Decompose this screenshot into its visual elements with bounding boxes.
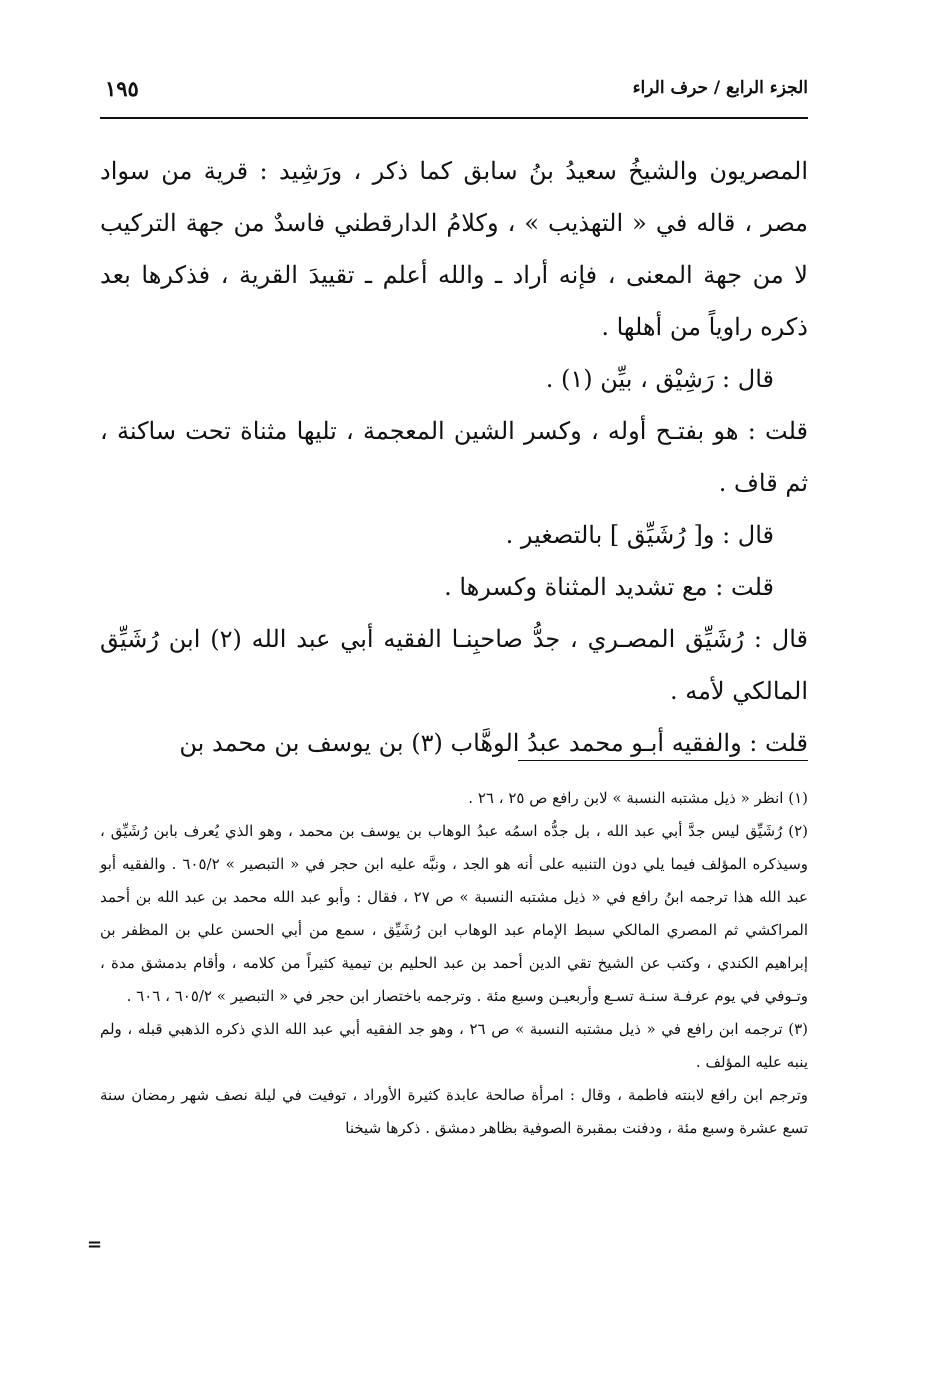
footnote: (١) انظر « ذيل مشتبه النسبة » لابن رافع ص ٢٥ ، ٢٦ . <box>468 789 808 807</box>
footnote: (٣) ترجمه ابن رافع في « ذيل مشتبه النسبة » ص ٢٦ ، وهو جد الفقيه أبي عبد الله الذي ذكره الذهبي قبله ، ولم ينبه عليه المؤلف . <box>100 1020 808 1071</box>
paragraph: قلت : والفقيه أبـو محمد عبدُ الوهَّاب (٣) بن يوسف بن محمد بن <box>179 729 808 757</box>
paragraph: قال : رُشَيِّق المصـري ، جدُّ صاحبِنـا الفقيه أبي عبد الله (٢) ابن رُشَيِّق المالكي لأمه . <box>100 625 809 705</box>
paragraph: قال : و[ رُشَيِّق ] بالتصغير . <box>505 521 774 549</box>
paragraph: قلت : هو بفتـح أوله ، وكسر الشين المعجمة ، تليها مثناة تحت ساكنة ، ثم قاف . <box>100 417 808 497</box>
page-number: ١٩٥ <box>105 75 139 101</box>
footnote-divider <box>518 760 808 761</box>
footnotes <box>100 782 808 1145</box>
footnote: (٢) رُشَيِّق ليس جدَّ أبي عبد الله ، بل جدُّه اسمُه عبدُ الوهاب بن يوسف بن محمد ، وهو الذي يُعرف بابن رُشَيِّق ، وسيذكره المؤلف فيما يلي دون التنبيه على أنه هو الجد ، ونبَّه عليه ابن حجر في « التبصير » ٦٠٥/٢ . والفقيه أبو عبد الله هذا ترجمه ابنُ رافع في « ذيل مشتبه النسبة » ص ٢٧ ، فقال : وأبو عبد الله محمد بن عبد الله بن أحمد المراكشي ثم المصري المالكي سبط الإمام عبد الوهاب ابن رُشَيِّق ، سمع من أبي الحسن علي بن المظفر بن إبراهيم الكندي ، وكتب عن الشيخ تقي الدين أحمد بن عبد الحليم بن تيمية كثيراً من كلامه ، وأقام بدمشق مدة ، وتـوفي في يوم عرفـة سنـة تسـع وأربعيـن وسبع مئة . وترجمه باختصار ابن حجر في « التبصير » ٦٠٥/٢ ، ٦٠٦ . <box>100 822 809 1005</box>
paragraph: قلت : مع تشديد المثناة وكسرها . <box>444 573 774 601</box>
continuation-mark: = <box>87 1234 103 1255</box>
footnote-continuation: وترجم ابن رافع لابنته فاطمة ، وقال : امرأة صالحة عابدة كثيرة الأوراد ، توفيت في ليلة نصف شهر رمضان سنة تسع عشرة وسبع مئة ، ودفنت بمقبرة الصوفية بظاهر دمشق . ذكرها شيخنا <box>100 1086 808 1137</box>
header-divider <box>100 117 808 119</box>
paragraph: قال : رَشِيْق ، بيِّن (١) . <box>545 365 774 393</box>
paragraph: المصريون والشيخُ سعيدُ بنُ سابق كما ذكر ، ورَشِيد : قرية من سواد مصر ، قاله في « التهذيب » ، وكلامُ الدارقطني فاسدٌ من جهة التركيب لا من جهة المعنى ، فإنه أراد ـ والله أعلم ـ تقييدَ القرية ، فذكرها بعد ذكره راوياً من أهلها . <box>100 157 808 341</box>
main-text <box>100 145 808 769</box>
running-title: الجزء الرابع / حرف الراء <box>632 78 808 98</box>
running-header <box>105 70 808 106</box>
